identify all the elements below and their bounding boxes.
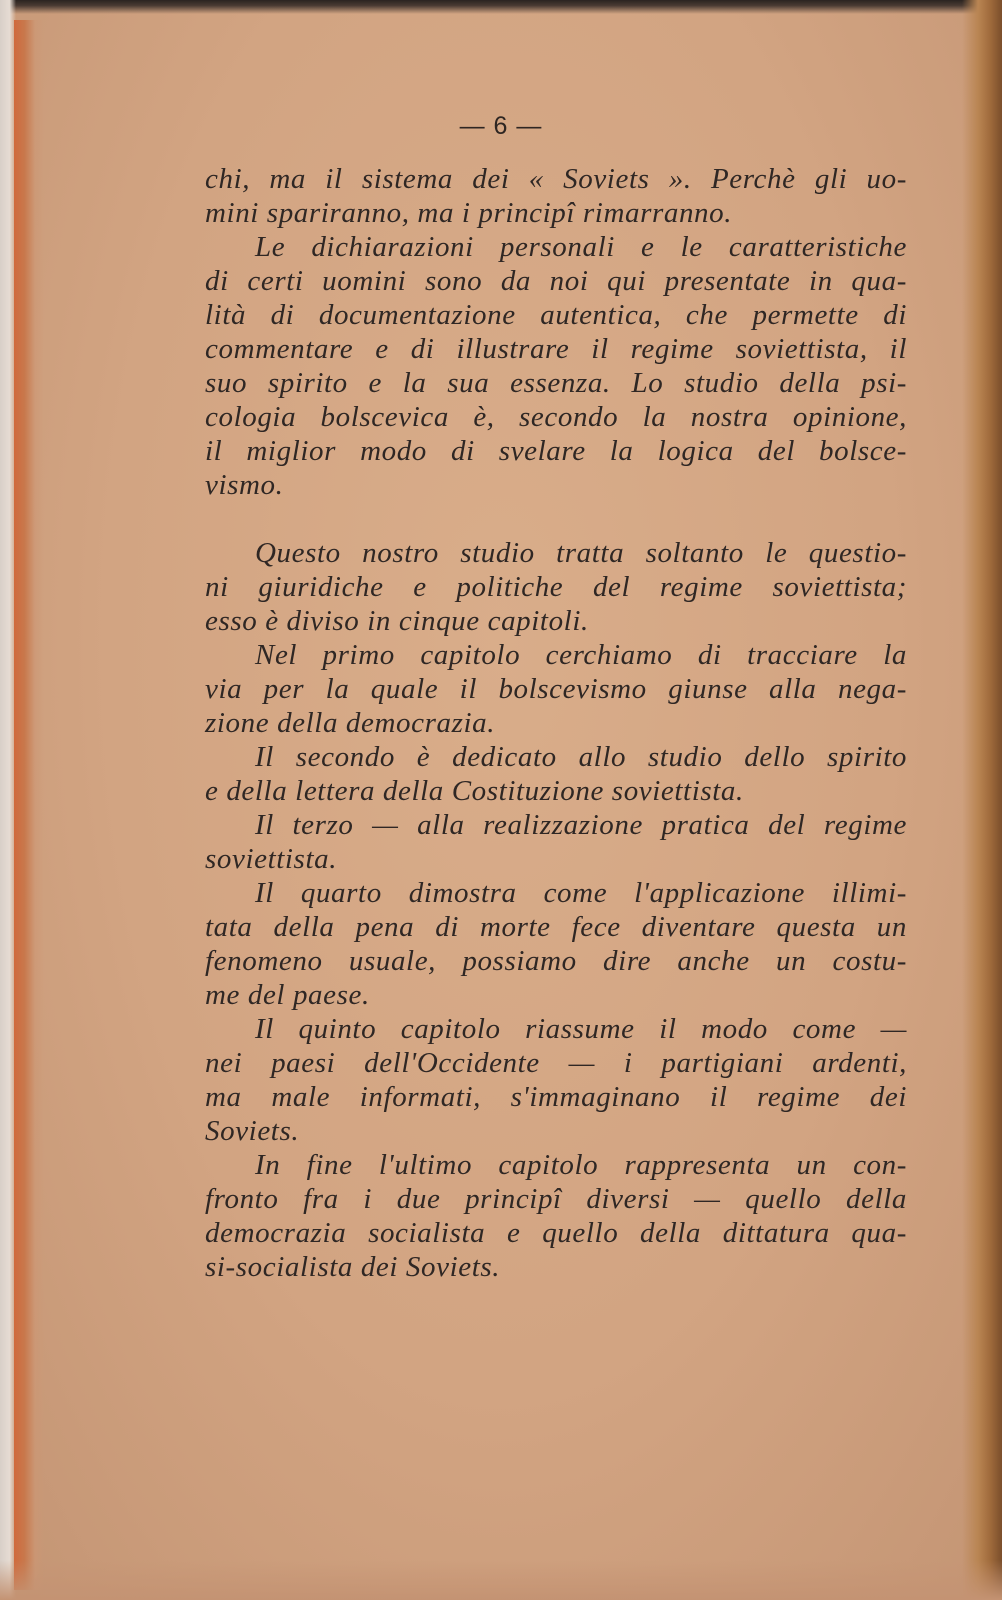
body-text	[205, 162, 907, 1284]
text-line: vismo.	[205, 469, 284, 501]
bottom-page-edge	[0, 1560, 1002, 1600]
top-shadow	[0, 0, 1002, 14]
text-line: ma male informati, s'immaginano il regime dei	[205, 1081, 907, 1113]
text-line: Le dichiarazioni personali e le caratteristiche	[255, 231, 907, 263]
text-line: suo spirito e la sua essenza. Lo studio della psi-	[205, 367, 907, 399]
text-line: soviettista.	[205, 843, 338, 875]
text-line: Il quinto capitolo riassume il modo come —	[255, 1013, 907, 1045]
text-line: esso è diviso in cinque capitoli.	[205, 605, 589, 637]
text-line: mini spariranno, ma i principî rimarranno.	[205, 197, 733, 229]
text-line: Il secondo è dedicato allo studio dello spirito	[255, 741, 907, 773]
text-line: fronto fra i due principî diversi — quello della	[205, 1183, 907, 1215]
text-line: Il terzo — alla realizzazione pratica del regime	[255, 809, 907, 841]
text-line: Soviets.	[205, 1115, 300, 1147]
page-number: — 6 —	[459, 112, 543, 140]
text-line: commentare e di illustrare il regime soviettista, il	[205, 333, 907, 365]
text-line: nei paesi dell'Occidente — i partigiani ardenti,	[205, 1047, 907, 1079]
text-line: ni giuridiche e politiche del regime soviettista;	[205, 571, 907, 603]
left-page-edge	[14, 20, 44, 1590]
text-line: Nel primo capitolo cerchiamo di tracciare la	[255, 639, 907, 671]
text-line: cologia bolscevica è, secondo la nostra opinione,	[205, 401, 907, 433]
right-page-edge	[962, 0, 1002, 1600]
section-gap	[205, 502, 907, 536]
text-line: In fine l'ultimo capitolo rappresenta un con-	[255, 1149, 907, 1181]
text-line: lità di documentazione autentica, che permette di	[205, 299, 907, 331]
text-line: zione della democrazia.	[205, 707, 496, 739]
text-line: si-socialista dei Soviets.	[205, 1251, 501, 1283]
text-line: Il quarto dimostra come l'applicazione illimi-	[255, 877, 907, 909]
text-line: il miglior modo di svelare la logica del bolsce-	[205, 435, 907, 467]
text-line: fenomeno usuale, possiamo dire anche un costu-	[205, 945, 907, 977]
text-line: e della lettera della Costituzione soviettista.	[205, 775, 744, 807]
text-line: tata della pena di morte fece diventare questa un	[205, 911, 907, 943]
text-line: via per la quale il bolscevismo giunse alla nega-	[205, 673, 907, 705]
text-line: me del paese.	[205, 979, 370, 1011]
text-line: di certi uomini sono da noi qui presentate in qua-	[205, 265, 907, 297]
text-line: democrazia socialista e quello della dittatura qua-	[205, 1217, 907, 1249]
text-line: Questo nostro studio tratta soltanto le questio-	[255, 537, 907, 569]
text-line: chi, ma il sistema dei « Soviets ». Perchè gli uo-	[205, 163, 907, 195]
